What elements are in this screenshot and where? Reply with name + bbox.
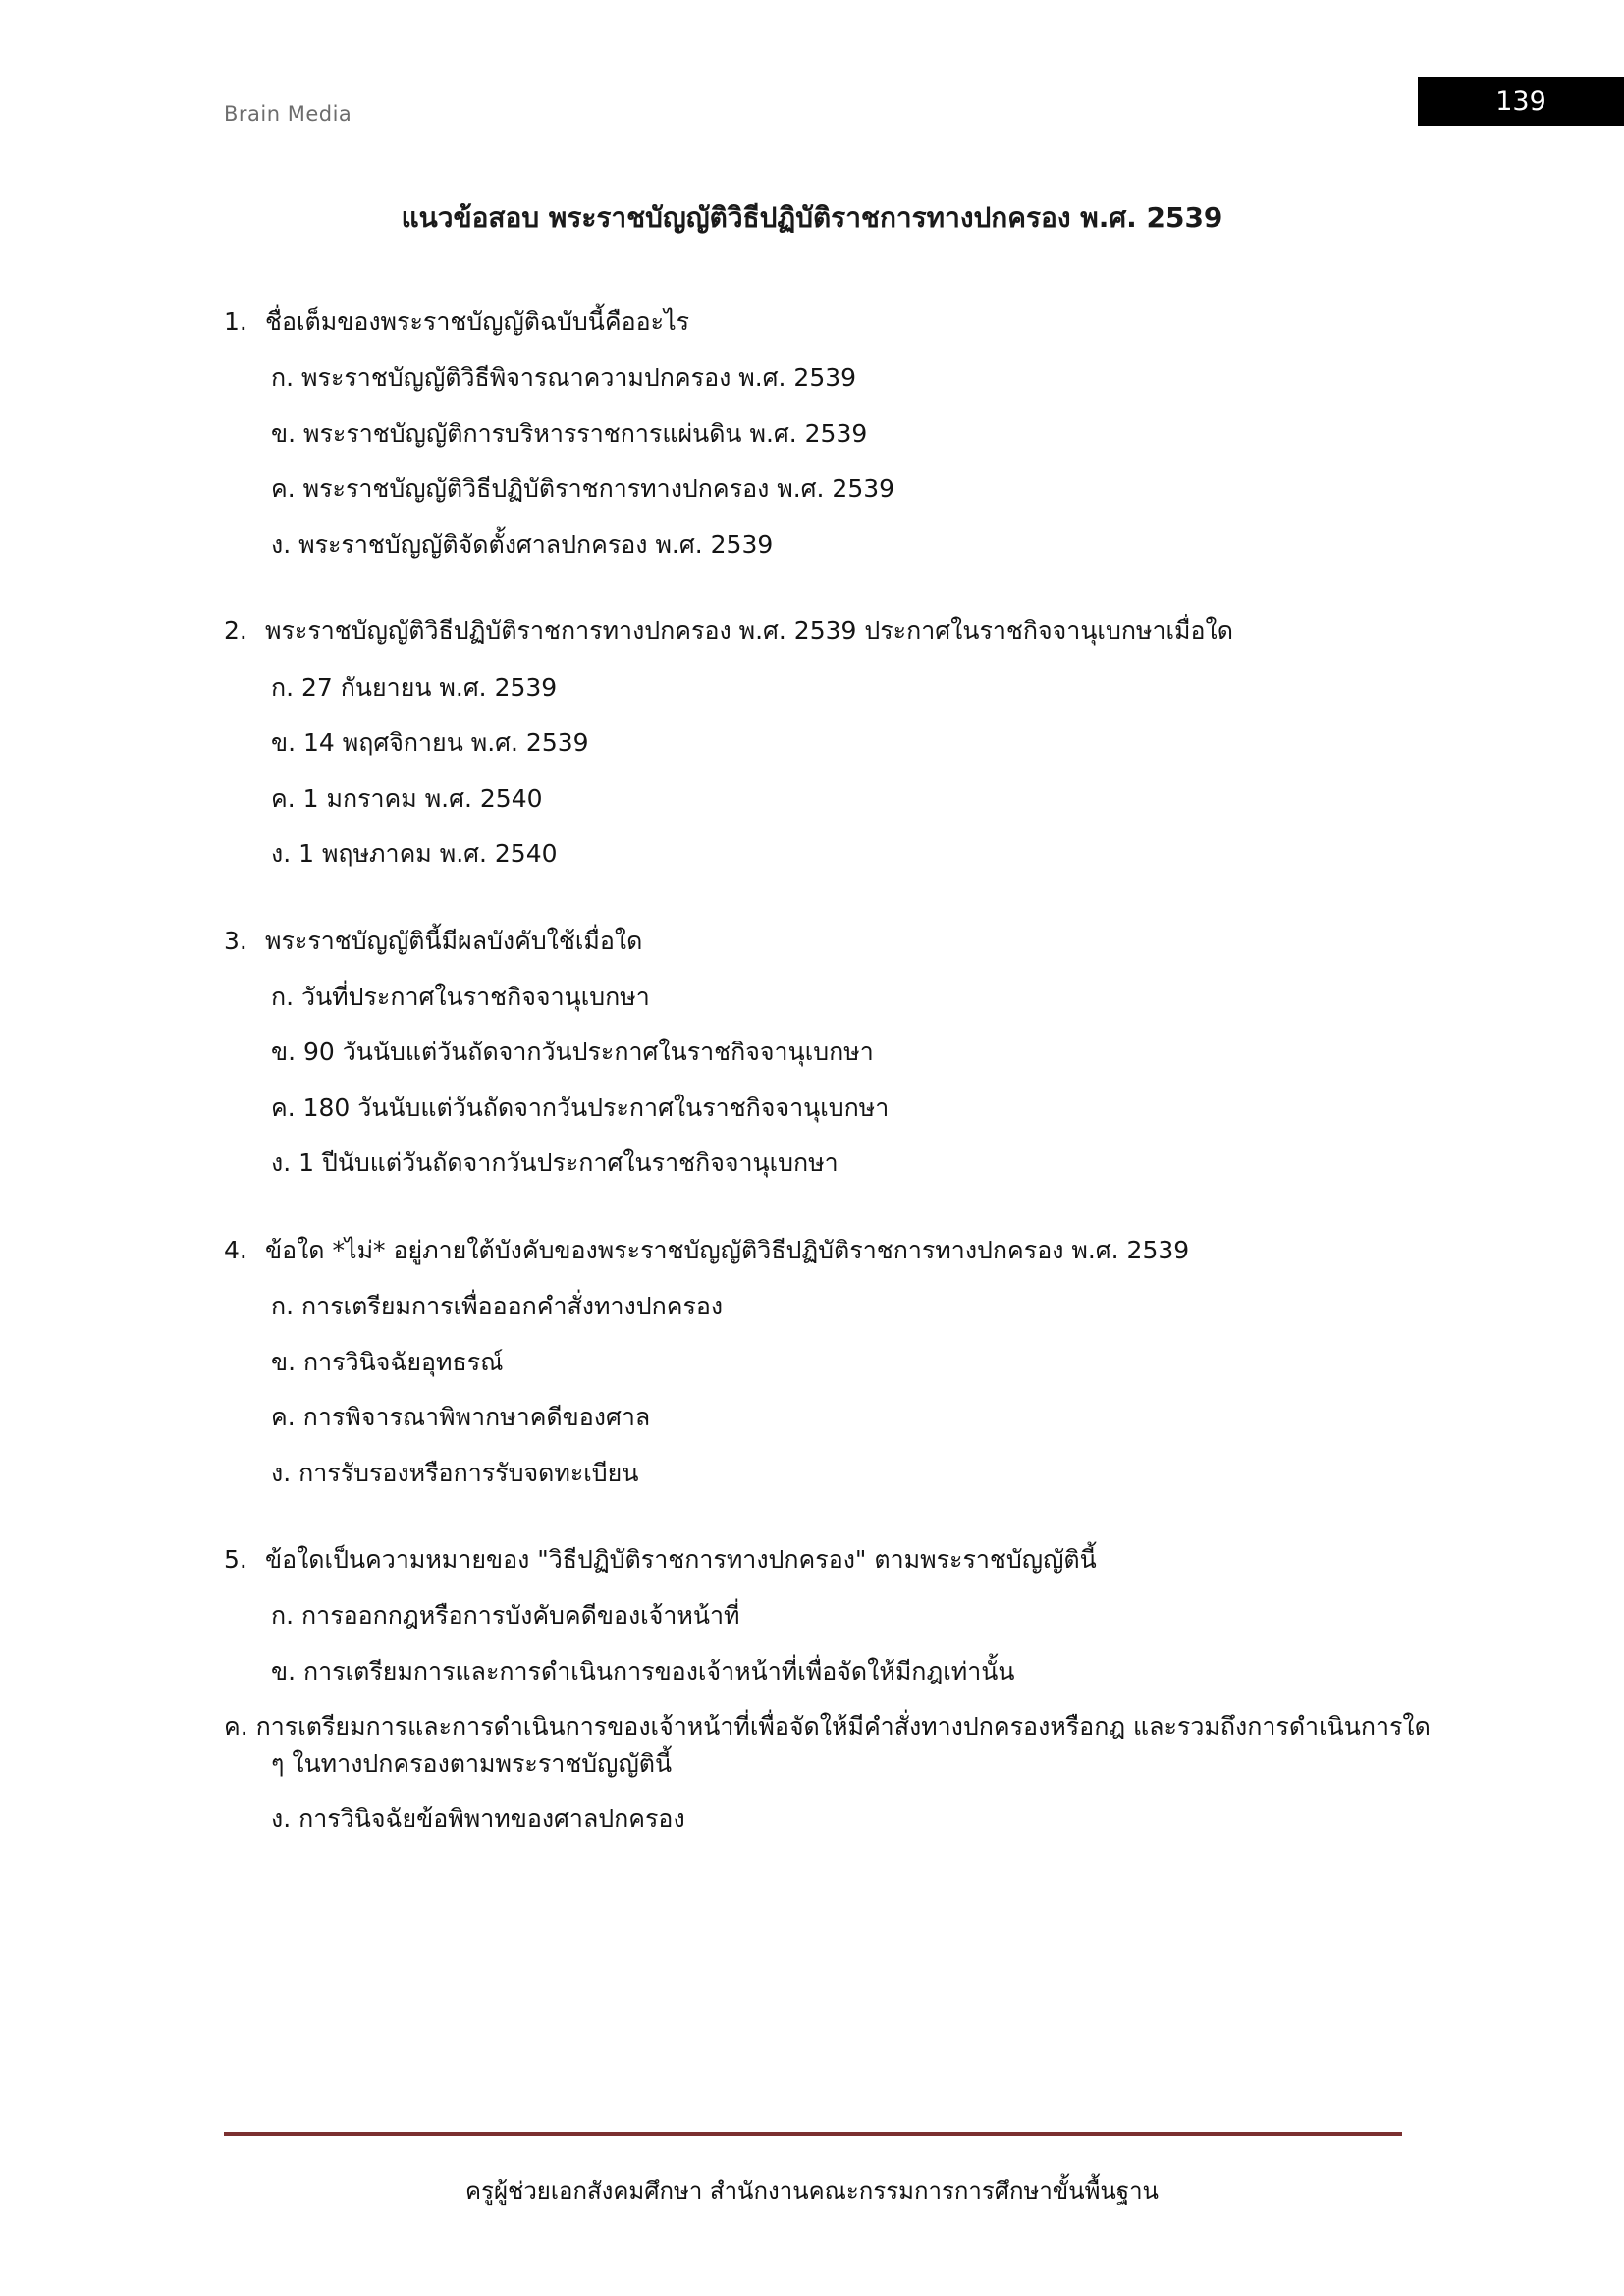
choice-option[interactable]: ง. การรับรองหรือการรับจดทะเบียน (271, 1458, 639, 1487)
questions-container (224, 304, 1432, 1889)
page-title: แนวข้อสอบ พระราชบัญญัติวิธีปฏิบัติราชการทางปกครอง พ.ศ. 2539 (401, 201, 1223, 234)
question-block (224, 1233, 1432, 1491)
page-number-badge: 139 (1418, 77, 1624, 126)
choice-option[interactable]: ข. พระราชบัญญัติการบริหารราชการแผ่นดิน พ.ศ. 2539 (271, 418, 868, 448)
choice-list (224, 669, 1432, 873)
question-text: ข้อใดเป็นความหมายของ "วิธีปฏิบัติราชการทางปกครอง" ตามพระราชบัญญัตินี้ (265, 1545, 1097, 1574)
question-row (224, 1542, 1432, 1577)
question-row (224, 1233, 1432, 1268)
choice-option[interactable]: ข. 90 วันนับแต่วันถัดจากวันประกาศในราชกิจจานุเบกษา (271, 1038, 874, 1067)
choice-option[interactable]: ข. การเตรียมการและการดำเนินการของเจ้าหน้าที่เพื่อจัดให้มีกฎเท่านั้น (271, 1656, 1015, 1685)
question-row (224, 924, 1432, 959)
question-block (224, 614, 1432, 872)
choice-option[interactable]: ค. พระราชบัญญัติวิธีปฏิบัติราชการทางปกครอง พ.ศ. 2539 (271, 474, 895, 504)
question-number: 3. (224, 926, 247, 955)
choice-option[interactable]: ง. 1 พฤษภาคม พ.ศ. 2540 (271, 839, 558, 868)
question-block (224, 1542, 1432, 1838)
choice-option[interactable]: ก. การเตรียมการเพื่อออกคำสั่งทางปกครอง (271, 1292, 724, 1320)
choice-option[interactable]: ง. 1 ปีนับแต่วันถัดจากวันประกาศในราชกิจจานุเบกษา (271, 1148, 839, 1178)
choice-option[interactable]: ก. วันที่ประกาศในราชกิจจานุเบกษา (271, 982, 650, 1011)
choice-option[interactable]: ข. การวินิจฉัยอุทธรณ์ (271, 1347, 504, 1376)
question-number: 1. (224, 307, 247, 336)
question-text: ชื่อเต็มของพระราชบัญญัติฉบับนี้คืออะไร (265, 307, 690, 336)
question-number: 2. (224, 616, 247, 646)
choice-option[interactable]: ข. 14 พฤศจิกายน พ.ศ. 2539 (271, 728, 589, 757)
question-number: 4. (224, 1235, 247, 1264)
question-row (224, 614, 1432, 649)
choice-option[interactable]: ก. 27 กันยายน พ.ศ. 2539 (271, 672, 558, 702)
question-row (224, 304, 1432, 340)
question-number: 5. (224, 1545, 247, 1574)
brand-label: Brain Media (224, 102, 352, 126)
question-block (224, 304, 1432, 562)
choice-option[interactable]: ง. พระราชบัญญัติจัดตั้งศาลปกครอง พ.ศ. 2539 (271, 529, 774, 559)
choice-option[interactable]: ค. 180 วันนับแต่วันถัดจากวันประกาศในราชกิจจานุเบกษา (271, 1093, 890, 1122)
footer-divider (224, 2132, 1402, 2136)
choice-option[interactable]: ง. การวินิจฉัยข้อพิพาทของศาลปกครอง (271, 1804, 685, 1834)
choice-list (224, 979, 1432, 1182)
question-text: พระราชบัญญัตินี้มีผลบังคับใช้เมื่อใด (265, 926, 643, 955)
choice-option[interactable]: ค. การเตรียมการและการดำเนินการของเจ้าหน้าที่เพื่อจัดให้มีคำสั่งทางปกครองหรือกฎ และรวมถึงการดำเนินการใด ๆ ในทางปกครองตามพระราชบัญญัตินี้ (224, 1712, 1431, 1778)
choice-option[interactable]: ค. 1 มกราคม พ.ศ. 2540 (271, 783, 543, 813)
choice-list (224, 1597, 1432, 1838)
choice-option[interactable]: ค. การพิจารณาพิพากษาคดีของศาล (271, 1403, 651, 1431)
question-text: พระราชบัญญัติวิธีปฏิบัติราชการทางปกครอง พ.ศ. 2539 ประกาศในราชกิจจานุเบกษาเมื่อใด (265, 616, 1233, 646)
question-text: ข้อใด *ไม่* อยู่ภายใต้บังคับของพระราชบัญญัติวิธีปฏิบัติราชการทางปกครอง พ.ศ. 2539 (265, 1235, 1190, 1264)
footer-text: ครูผู้ช่วยเอกสังคมศึกษา สำนักงานคณะกรรมการการศึกษาขั้นพื้นฐาน (465, 2177, 1159, 2205)
choice-option[interactable]: ก. การออกกฎหรือการบังคับคดีของเจ้าหน้าที่ (271, 1601, 740, 1630)
question-block (224, 924, 1432, 1182)
choice-list (224, 359, 1432, 562)
choice-option[interactable]: ก. พระราชบัญญัติวิธีพิจารณาความปกครอง พ.ศ. 2539 (271, 363, 857, 393)
choice-list (224, 1288, 1432, 1491)
